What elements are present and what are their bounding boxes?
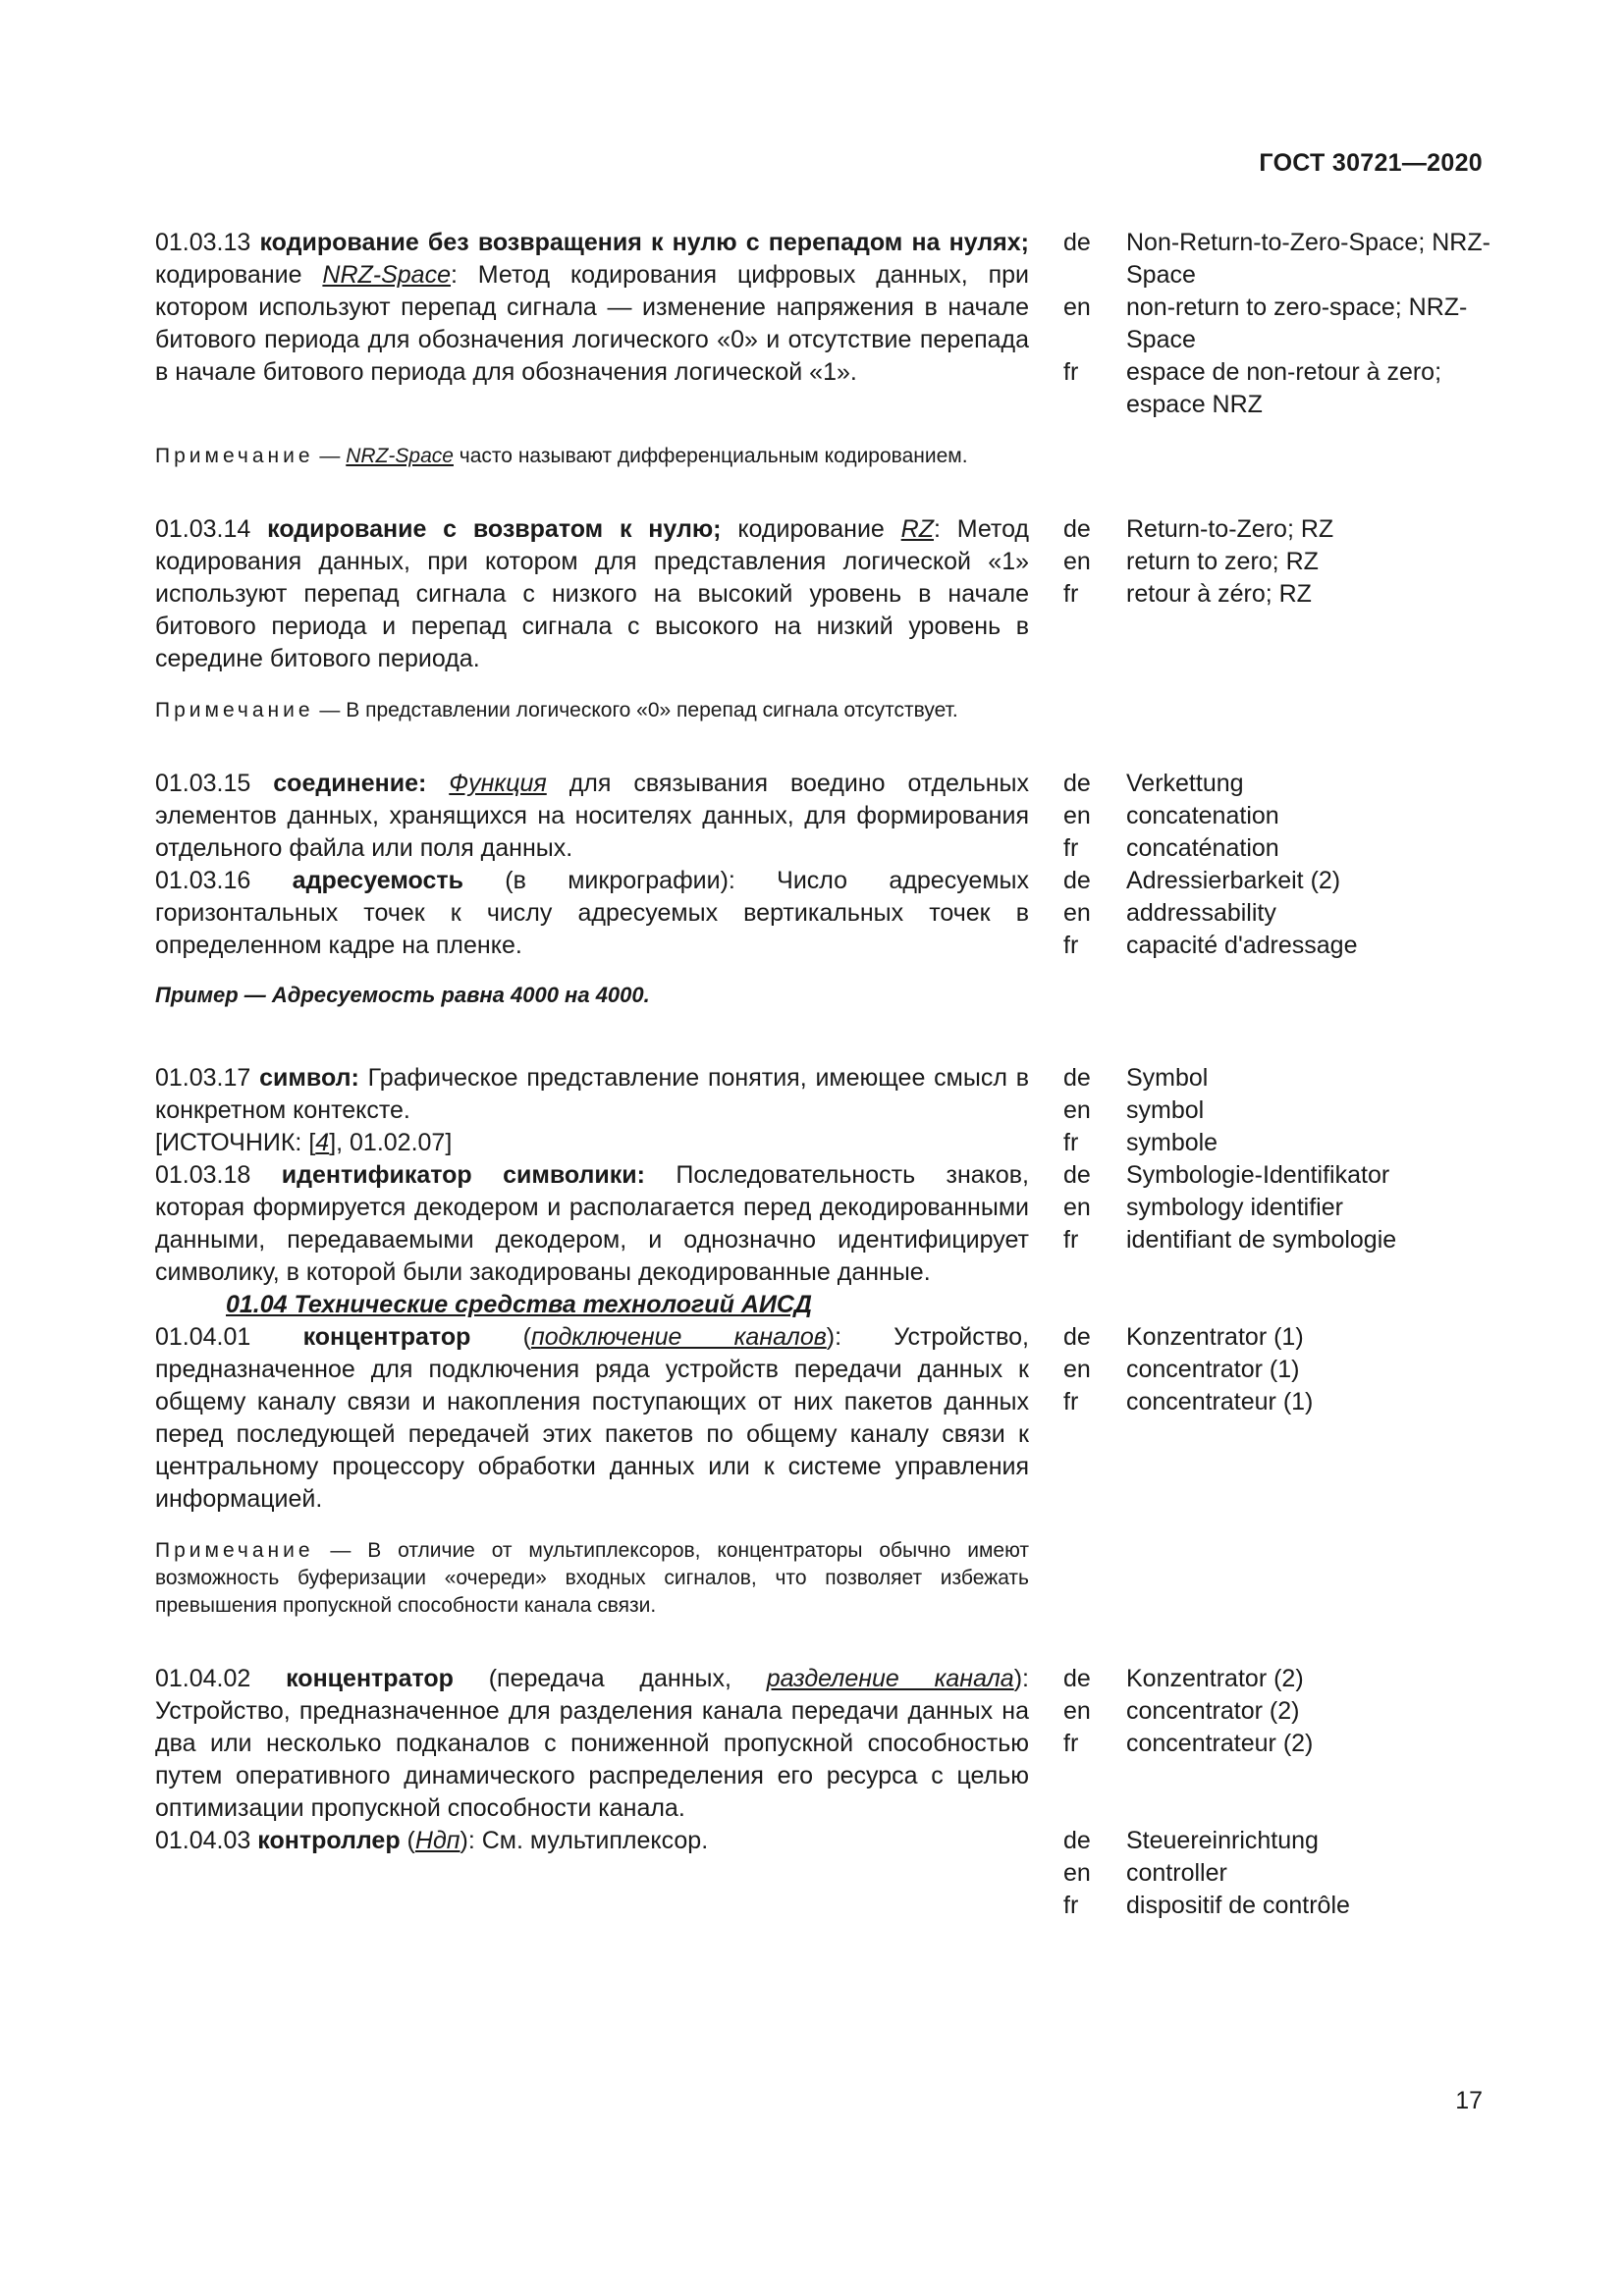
term-name: символ: (259, 1064, 359, 1092)
lang-code-en: en (1063, 802, 1091, 829)
term-entry-01-03-16 (155, 865, 1490, 962)
cross-reference-link[interactable]: NRZ-Space (322, 261, 451, 289)
term-definition: 01.03.13 кодирование без возвращения к нулю с перепадом на нулях; кодирование NRZ-Space: Метод кодирования цифровых данных, при котором используют перепад сигнала — изменение напряжения в начале битового периода для обозначения логического «0» и отсутствие перепада в начале битового периода для обозначения логической «1». (155, 229, 1030, 386)
translation-fr: espace de non-retour à zero; espace NRZ (1126, 358, 1442, 418)
term-name: концентратор (302, 1323, 471, 1351)
term-entry-01-04-01 (155, 1321, 1490, 1516)
note-01-03-13: Примечание — NRZ-Space часто называют дифференциальным кодированием. (155, 445, 968, 467)
translation-de: Return-to-Zero; RZ (1126, 515, 1334, 543)
lang-code-fr: fr (1063, 358, 1079, 386)
term-definition: 01.03.17 символ: Графическое представление понятия, имеющее смысл в конкретном контексте. [ИСТОЧНИК: [4], 01.02.07] (155, 1064, 1030, 1156)
page-number: 17 (1455, 2087, 1483, 2114)
translation-fr: concentrateur (1) (1126, 1388, 1314, 1415)
lang-code-de: de (1063, 1827, 1091, 1854)
translation-en: addressability (1126, 899, 1276, 927)
translations (1063, 227, 1490, 421)
translations (1063, 1062, 1490, 1159)
translation-en: non-return to zero-space; NRZ-Space (1126, 294, 1468, 353)
cross-reference-link[interactable]: разделение канала (766, 1665, 1014, 1692)
term-entry-01-03-15 (155, 768, 1490, 865)
translation-en: controller (1126, 1859, 1227, 1887)
document-number-header: ГОСТ 30721—2020 (1259, 149, 1483, 177)
term-definition: 01.04.03 контроллер (Ндп): См. мультиплексор. (155, 1827, 709, 1854)
cross-reference-link[interactable]: Ндп (414, 1827, 460, 1854)
term-entry-01-03-18 (155, 1159, 1490, 1289)
translation-fr: concentrateur (2) (1126, 1730, 1314, 1757)
section-title: 01.04 Технические средства технологий АИСД (226, 1291, 812, 1318)
term-definition: 01.04.01 концентратор (подключение каналов): Устройство, предназначенное для подключения ряда устройств передачи данных к общему каналу связи и накопления поступающих от них пакетов данных перед последующей передачей этих пакетов по общему каналу связи к центральному процессору обработки данных или к системе управления информацией. (155, 1323, 1030, 1513)
cross-reference-link[interactable]: RZ (900, 515, 934, 543)
lang-code-en: en (1063, 548, 1091, 575)
term-name: соединение: (273, 770, 427, 797)
lang-code-de: de (1063, 1323, 1091, 1351)
translation-fr: identifiant de symbologie (1126, 1226, 1397, 1254)
translation-fr: concaténation (1126, 834, 1279, 862)
cross-reference-link[interactable]: Функция (449, 770, 547, 797)
translation-de: Konzentrator (1) (1126, 1323, 1304, 1351)
translations (1063, 1159, 1490, 1289)
lang-code-en: en (1063, 1096, 1091, 1124)
translation-de: Verkettung (1126, 770, 1244, 797)
translations (1063, 513, 1490, 675)
note-01-03-14: Примечание — В представлении логического «0» перепад сигнала отсутствует. (155, 699, 958, 721)
translation-en: symbology identifier (1126, 1194, 1343, 1221)
term-name: концентратор (286, 1665, 454, 1692)
term-name: адресуемость (292, 867, 463, 894)
lang-code-de: de (1063, 515, 1091, 543)
translation-de: Symbologie-Identifikator (1126, 1161, 1390, 1189)
lang-code-fr: fr (1063, 1730, 1079, 1757)
source-reference-link[interactable]: 4 (315, 1129, 330, 1156)
translations (1063, 1663, 1490, 1825)
lang-code-en: en (1063, 899, 1091, 927)
translation-en: concatenation (1126, 802, 1279, 829)
term-definition: 01.03.14 кодирование с возвратом к нулю; кодирование RZ: Метод кодирования данных, при котором для представления логической «1» используют перепад сигнала с низкого на высокий уровень в начале битового периода и перепад сигнала с высокого на низкий уровень в середине битового периода. (155, 515, 1030, 672)
translation-de: Steuereinrichtung (1126, 1827, 1319, 1854)
source-reference: [ИСТОЧНИК: [4], 01.02.07] (155, 1129, 453, 1156)
lang-code-fr: fr (1063, 1892, 1079, 1919)
cross-reference-link[interactable]: подключение каналов (530, 1323, 827, 1351)
translation-en: concentrator (2) (1126, 1697, 1300, 1725)
cross-reference-link[interactable]: NRZ-Space (346, 445, 454, 467)
translation-en: return to zero; RZ (1126, 548, 1319, 575)
term-entry-01-04-03 (155, 1825, 1490, 1922)
translations (1063, 865, 1490, 962)
term-definition: 01.03.18 идентификатор символики: Последовательность знаков, которая формируется декодером и располагается перед декодированными данными, передаваемыми декодером, и однозначно идентифицирует символику, в которой были закодированы декодированные данные. (155, 1161, 1029, 1286)
term-definition: 01.03.15 соединение: Функция для связывания воедино отдельных элементов данных, хранящихся на носителях данных, для формирования отдельного файла или поля данных. (155, 770, 1029, 862)
lang-code-en: en (1063, 1859, 1091, 1887)
term-entry-01-04-02 (155, 1663, 1490, 1825)
lang-code-fr: fr (1063, 932, 1079, 959)
terms-content (155, 227, 1490, 1922)
translation-fr: capacité d'adressage (1126, 932, 1358, 959)
translation-fr: retour à zéro; RZ (1126, 580, 1312, 608)
note-01-04-01: Примечание — В отличие от мультиплексоров, концентраторы обычно имеют возможность буферизации «очереди» входных сигналов, что позволяет избежать превышения пропускной способности канала связи. (155, 1539, 1029, 1617)
term-name: контроллер (257, 1827, 401, 1854)
example-01-03-16: Пример — Адресуемость равна 4000 на 4000. (155, 983, 650, 1007)
term-name: кодирование без возвращения к нулю с перепадом на нулях; (259, 229, 1029, 256)
lang-code-en: en (1063, 294, 1091, 321)
term-definition: 01.04.02 концентратор (передача данных, разделение канала): Устройство, предназначенное для разделения канала передачи данных на два или несколько подканалов с пониженной пропускной способностью путем оперативного динамического распределения его ресурса с целью оптимизации пропускной способности канала. (155, 1665, 1029, 1822)
translations (1063, 1321, 1490, 1516)
lang-code-en: en (1063, 1697, 1091, 1725)
lang-code-fr: fr (1063, 834, 1079, 862)
note-label: Примечание (155, 699, 314, 721)
note-label: Примечание (155, 1539, 314, 1562)
lang-code-de: de (1063, 770, 1091, 797)
term-name: идентификатор символики: (281, 1161, 645, 1189)
lang-code-fr: fr (1063, 1129, 1079, 1156)
lang-code-de: de (1063, 867, 1091, 894)
term-definition: 01.03.16 адресуемость (в микрографии): Число адресуемых горизонтальных точек к числу адресуемых вертикальных точек в определенном кадре на пленке. (155, 867, 1029, 959)
lang-code-de: de (1063, 1665, 1091, 1692)
term-name: кодирование с возвратом к нулю; (267, 515, 722, 543)
translations (1063, 1825, 1490, 1922)
translation-de: Konzentrator (2) (1126, 1665, 1304, 1692)
translation-en: concentrator (1) (1126, 1356, 1300, 1383)
note-label: Примечание (155, 445, 314, 467)
term-entry-01-03-13 (155, 227, 1490, 421)
translation-fr: symbole (1126, 1129, 1218, 1156)
translations (1063, 768, 1490, 865)
term-entry-01-03-17 (155, 1062, 1490, 1159)
lang-code-de: de (1063, 1161, 1091, 1189)
lang-code-fr: fr (1063, 1226, 1079, 1254)
translation-en: symbol (1126, 1096, 1205, 1124)
lang-code-de: de (1063, 1064, 1091, 1092)
translation-de: Non-Return-to-Zero-Space; NRZ-Space (1126, 229, 1490, 289)
lang-code-fr: fr (1063, 1388, 1079, 1415)
lang-code-en: en (1063, 1356, 1091, 1383)
lang-code-fr: fr (1063, 580, 1079, 608)
translation-de: Adressierbarkeit (2) (1126, 867, 1341, 894)
term-entry-01-03-14 (155, 513, 1490, 675)
translation-fr: dispositif de contrôle (1126, 1892, 1350, 1919)
translation-de: Symbol (1126, 1064, 1209, 1092)
lang-code-de: de (1063, 229, 1091, 256)
lang-code-en: en (1063, 1194, 1091, 1221)
